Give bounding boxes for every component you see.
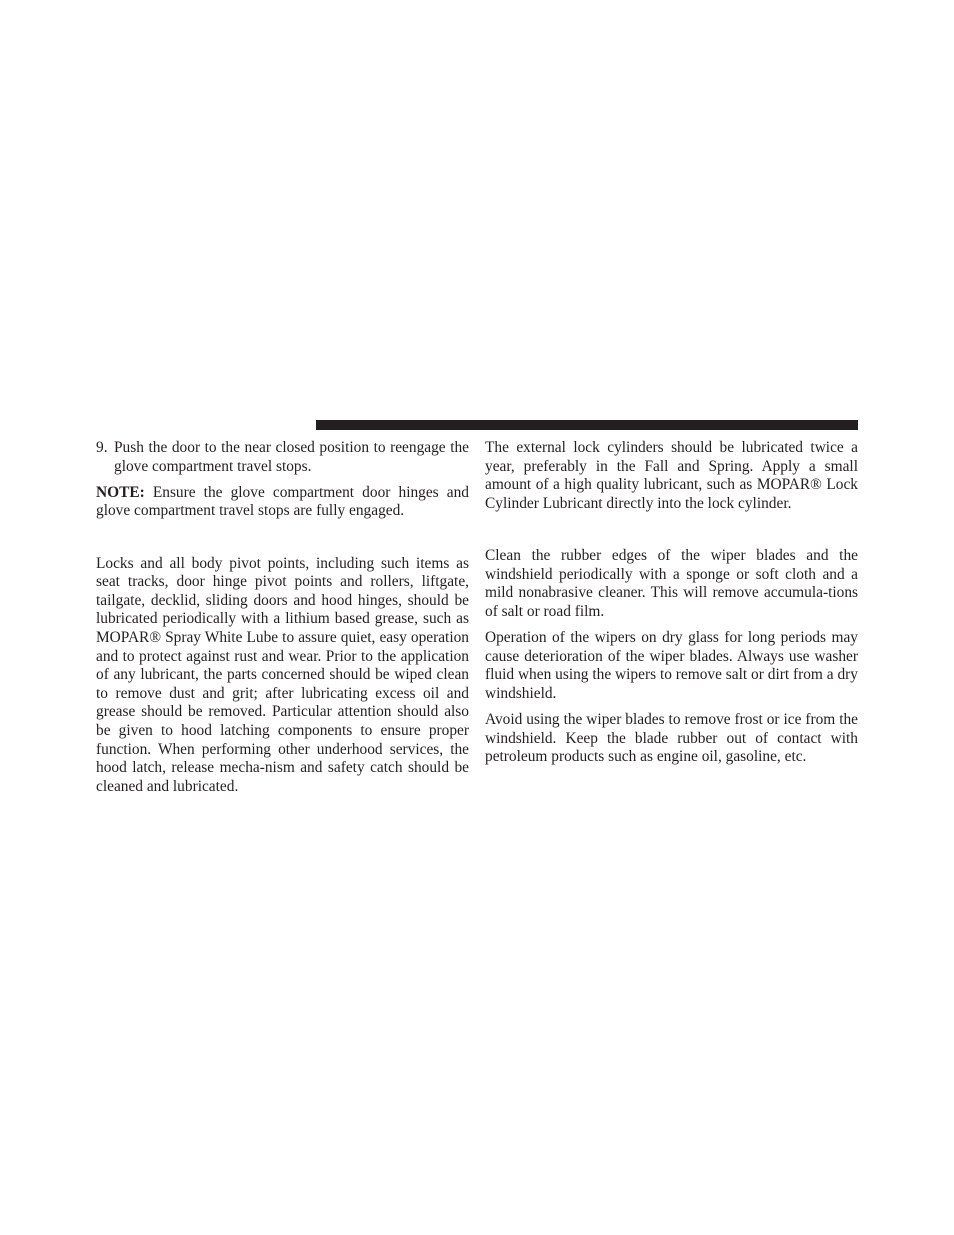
step-number: 9. bbox=[96, 439, 108, 456]
wiper-paragraph-2: Operation of the wipers on dry glass for long periods may cause deterioration of the wiper blades. Always use washer fluid when using the wipers to remove salt or dirt from a dry windshield. bbox=[485, 628, 858, 702]
note-paragraph bbox=[96, 484, 469, 521]
wiper-paragraph-1: Clean the rubber edges of the wiper blades and the windshield periodically with a sponge or soft cloth and a mild nonabrasive cleaner. This will remove accumula-tions of salt or road film. bbox=[485, 546, 858, 620]
step-9 bbox=[96, 439, 469, 476]
note-label: NOTE: bbox=[96, 483, 145, 501]
section-header-bar bbox=[316, 420, 858, 430]
section-gap bbox=[96, 529, 469, 555]
right-column bbox=[485, 439, 858, 774]
wiper-paragraph-3: Avoid using the wiper blades to remove frost or ice from the windshield. Keep the blade rubber out of contact with petroleum products such as engine oil, gasoline, etc. bbox=[485, 710, 858, 766]
step-text: Push the door to the near closed position to reengage the glove compartment travel stops. bbox=[114, 439, 469, 475]
lubrication-paragraph: Locks and all body pivot points, including such items as seat tracks, door hinge pivot points and rollers, liftgate, tailgate, decklid, sliding doors and hood hinges, should be lubricated periodically with a lithium based grease, such as MOPAR® Spray White Lube to assure quiet, easy operation and to protect against rust and wear. Prior to the application of any lubricant, the parts concerned should be wiped clean to remove dust and grit; after lubricating excess oil and grease should be removed. Particular attention should also be given to hood latching components to ensure proper function. When performing other underhood services, the hood latch, release mecha-nism and safety catch should be cleaned and lubricated. bbox=[96, 554, 469, 795]
left-column bbox=[96, 439, 469, 804]
lock-cylinders-paragraph: The external lock cylinders should be lubricated twice a year, preferably in the Fall and Spring. Apply a small amount of a high quality lubricant, such as MOPAR® Lock Cylinder Lubricant directly into the lock cylinder. bbox=[485, 439, 858, 512]
note-text: Ensure the glove compartment door hinges and glove compartment travel stops are fully engaged. bbox=[96, 483, 469, 520]
section-gap bbox=[485, 521, 858, 547]
